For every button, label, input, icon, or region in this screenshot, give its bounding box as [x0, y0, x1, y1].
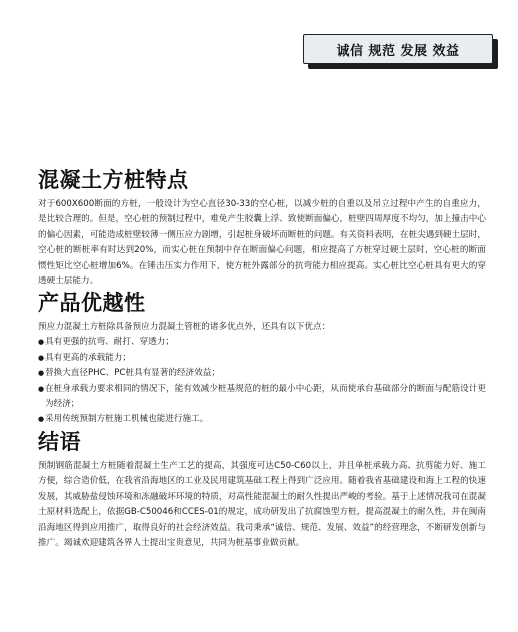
conclusion-heading: 结语: [38, 430, 81, 454]
bullet-icon: ●: [38, 384, 45, 393]
list-item: ● 在桩身承载力要求相同的情况下，能有效减少桩基规范的桩的最小中心距，从而使承台基础部分的断面与配筋设计更为经济；: [38, 382, 486, 413]
advantage-intro: 预应力混凝土方桩除具备预应力混凝土管桩的诸多优点外，还具有以下优点：: [38, 322, 331, 332]
advantage-section: [38, 289, 486, 428]
list-item: ● 具有更强的抗弯、耐打、穿透力；: [38, 335, 486, 350]
advantage-list: [38, 335, 486, 427]
list-item: ● 替换大直径PHC、PC桩具有显著的经济效益；: [38, 366, 486, 381]
list-item: ● 具有更高的承载能力；: [38, 351, 486, 366]
feature-heading: 混凝土方桩特点: [38, 168, 189, 192]
bullet-icon: ●: [38, 369, 45, 378]
bullet-icon: ●: [38, 353, 45, 362]
slogan-banner: [303, 34, 499, 70]
conclusion-paragraph: 预制钢筋混凝土方桩随着混凝土生产工艺的提高，其强度可达C50-C60以上，并且单桩承载力高、抗剪能力好、施工方便，综合造价低，在我省沿海地区的工业及民用建筑基础工程上得到广泛应用。随着我省基础建设和海上工程的快速发展，其威胁盐侵蚀环境和冻融破坏环境的特质，对高性能混凝土的耐久性提出严峻的考验。基于上述情况我司在混凝土原材料选配上，依据GB-C50046和CCES-01的规定，成功研发出了抗腐蚀型方桩，提高混凝土的耐久性，并在闽南沿海地区得到应用推广，取得良好的社会经济效益。我司秉承“诚信、规范、发展、效益”的经营理念，不断研发创新与推广。竭诚欢迎建筑各界人士提出宝贵意见，共同为桩基事业做贡献。: [38, 461, 486, 549]
advantage-heading: 产品优越性: [38, 291, 146, 315]
feature-paragraph: 对于600X600断面的方桩，一般设计为空心直径30-33的空心桩，以减少桩的自重以及吊立过程中产生的自重应力，是比较合理的。但是，空心桩的预制过程中，难免产生胶囊上浮、致使断面偏心，桩壁四周厚度不均匀，加上撞击中心的偏心因素，可能造成桩壁较薄一侧压应力剧增，引起桩身破坏而断桩的问题。有关资料表明，在桩尖遇到硬土层时，空心桩的断桩率有时达到20%，而实心桩在预制中存在断面偏心问题，相应提高了方桩穿过硬土层时，空心桩的断面惯性矩比空心桩增加6%。在锤击压实力作用下，使方桩外露部分的抗弯能力相应提高。实心桩比空心桩具有更大的穿透硬土层能力。: [38, 199, 486, 287]
slogan-text: 诚信 规范 发展 效益: [303, 34, 493, 64]
conclusion-section: [38, 428, 486, 551]
feature-section: [38, 166, 486, 289]
bullet-icon: ●: [38, 338, 45, 347]
list-item: ● 采用传统预制方桩施工机械也能进行施工。: [38, 412, 486, 427]
bullet-icon: ●: [38, 415, 45, 424]
